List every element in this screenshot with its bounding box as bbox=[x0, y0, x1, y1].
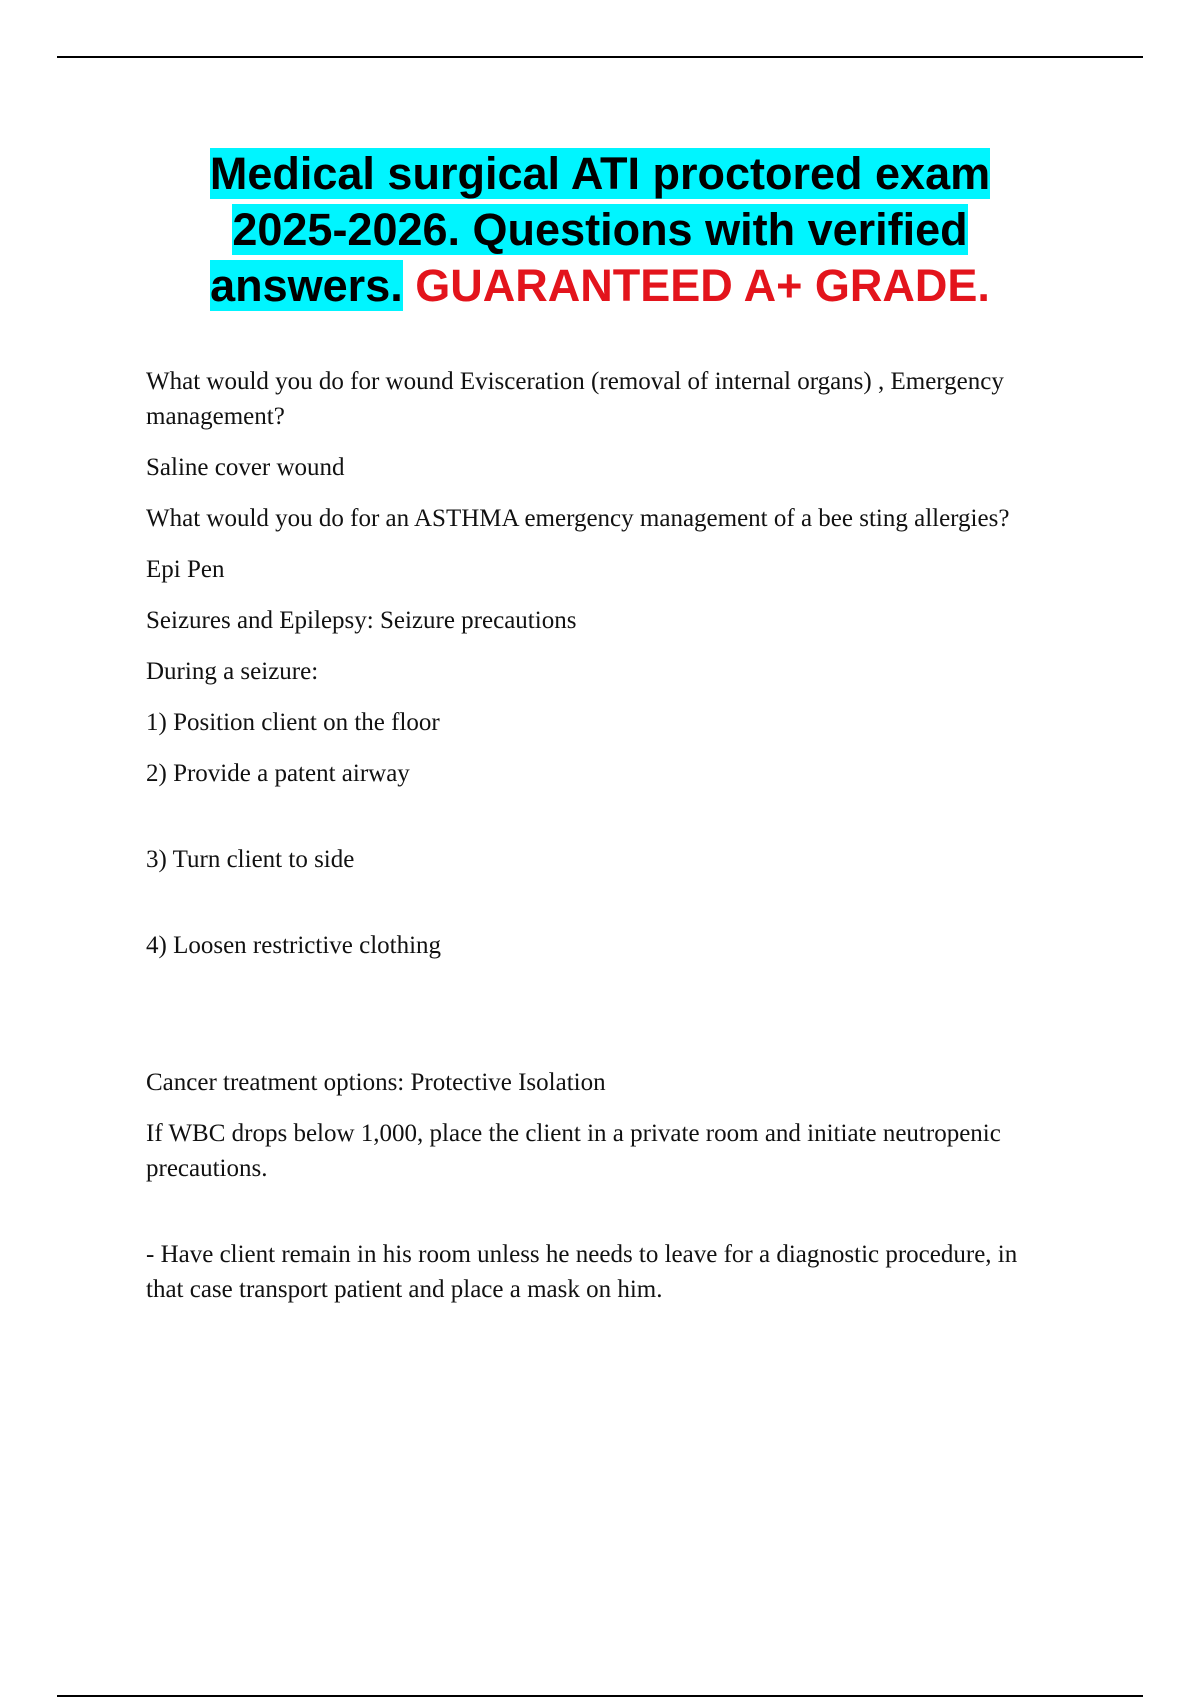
answer-protective-isolation-2: - Have client remain in his room unless he needs to leave for a diagnostic procedure, in that case transport patient and place a mask on him. bbox=[146, 1241, 1018, 1303]
answer-seizure-step-1: 1) Position client on the floor bbox=[146, 709, 440, 736]
title-emphasis-text: GUARANTEED A+ GRADE. bbox=[415, 260, 990, 311]
answer-asthma-bee-sting: Epi Pen bbox=[146, 556, 225, 583]
answer-seizure-step-3: 3) Turn client to side bbox=[146, 846, 355, 873]
answer-seizure-step-4: 4) Loosen restrictive clothing bbox=[146, 932, 442, 959]
question-protective-isolation: Cancer treatment options: Protective Isolation bbox=[146, 1069, 606, 1096]
question-asthma-bee-sting: What would you do for an ASTHMA emergency management of a bee sting allergies? bbox=[146, 505, 1010, 532]
answer-protective-isolation-1: If WBC drops below 1,000, place the client in a private room and initiate neutropenic precautions. bbox=[146, 1120, 1001, 1182]
title-highlighted-text: Medical surgical ATI proctored exam 2025-2026. Questions with verified answers. bbox=[209, 148, 991, 311]
answer-seizure-step-2: 2) Provide a patent airway bbox=[146, 760, 410, 787]
answer-wound-evisceration: Saline cover wound bbox=[146, 454, 345, 481]
question-seizure-precautions: Seizures and Epilepsy: Seizure precautions bbox=[146, 607, 577, 634]
document-title bbox=[150, 146, 1050, 314]
top-divider bbox=[57, 56, 1143, 58]
answer-seizure-intro: During a seizure: bbox=[146, 658, 319, 685]
document-body bbox=[146, 364, 1046, 1323]
bottom-divider bbox=[57, 1695, 1143, 1697]
question-wound-evisceration: What would you do for wound Evisceration (removal of internal organs) , Emergency management? bbox=[146, 368, 1004, 430]
